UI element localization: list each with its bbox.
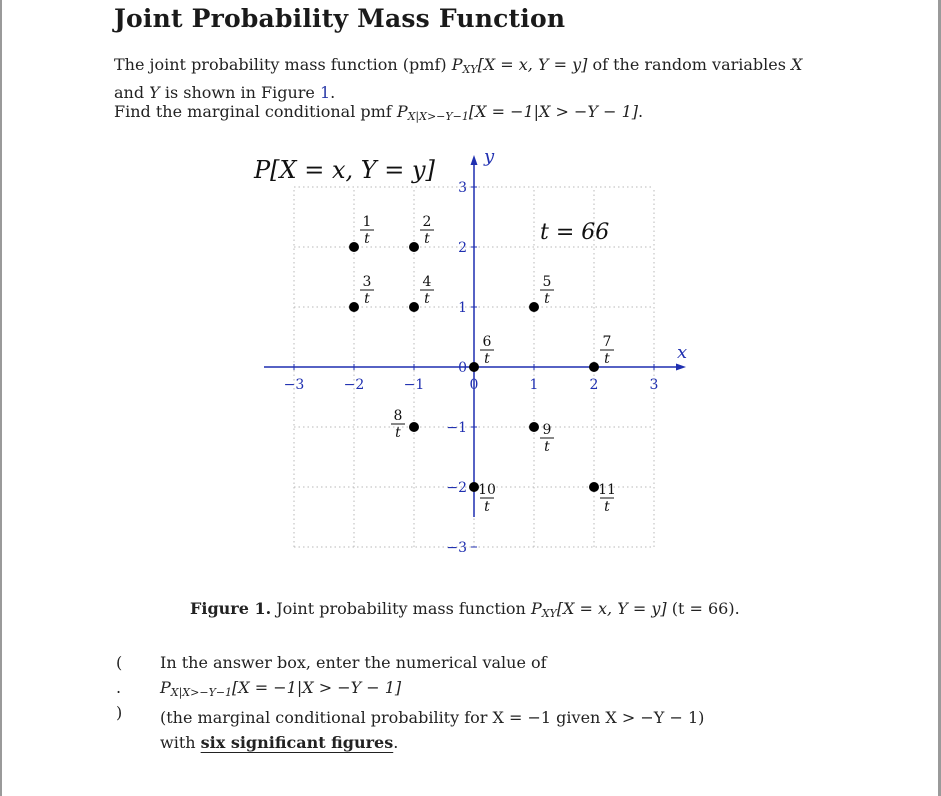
- pmf-point: [529, 422, 539, 432]
- caption-label: Figure 1.: [190, 599, 272, 618]
- pmf-label: [478, 482, 496, 515]
- pmf-label: [480, 334, 494, 367]
- x-tick-label: 1: [529, 377, 539, 393]
- pmf-label-numerator: 8: [393, 408, 403, 424]
- pmf-label-denominator: t: [604, 499, 610, 515]
- x-axis-arrow: [676, 364, 686, 371]
- caption-args: [X = x, Y = y]: [556, 599, 667, 618]
- pmf-label-denominator: t: [424, 231, 430, 247]
- y-axis-arrow: [471, 155, 478, 165]
- x-tick-label: −2: [343, 377, 365, 393]
- pmf-label-numerator: 9: [542, 422, 552, 438]
- intro-text-4: is shown in Figure: [159, 83, 320, 102]
- question-body: [160, 650, 800, 755]
- pmf-label: [360, 274, 374, 307]
- pmf-label-numerator: 10: [478, 482, 496, 498]
- task-args: [X = −1|X > −Y − 1]: [468, 102, 638, 121]
- pmf-point: [589, 362, 599, 372]
- question-with: with: [160, 733, 201, 752]
- x-tick-label: −3: [283, 377, 305, 393]
- caption-text: Joint probability mass function: [271, 599, 531, 618]
- pmf-label-numerator: 3: [362, 274, 372, 290]
- sig-figs-emphasis: six significant figures: [200, 733, 394, 752]
- pmf-point: [349, 242, 359, 252]
- var-x: X: [791, 55, 803, 74]
- x-tick-label: 0: [469, 377, 479, 393]
- pmf-point: [349, 302, 359, 312]
- task-subscript: X|X>−Y−1: [407, 110, 469, 123]
- pmf-label: [540, 274, 554, 307]
- pmf-label: [420, 274, 434, 307]
- pmf-label-denominator: t: [604, 351, 610, 367]
- pmf-label-denominator: t: [484, 499, 490, 515]
- pmf-label-denominator: t: [424, 291, 430, 307]
- pmf-subscript: XY: [462, 63, 478, 76]
- question-marker: ( . ): [116, 653, 123, 722]
- pmf-label: [420, 214, 434, 247]
- pmf-label-numerator: 4: [422, 274, 432, 290]
- pmf-label: [391, 408, 405, 441]
- data-labels: [360, 214, 616, 515]
- pmf-label-numerator: 6: [482, 334, 492, 350]
- y-tick-label: 1: [458, 300, 467, 316]
- y-tick-label: −2: [446, 480, 467, 496]
- pmf-label-denominator: t: [484, 351, 490, 367]
- t-annotation: t = 66: [540, 220, 610, 245]
- page-border-left: [0, 0, 2, 796]
- pmf-label-numerator: 5: [542, 274, 552, 290]
- task-p-symbol: P: [396, 102, 408, 121]
- intro-period: .: [330, 83, 336, 102]
- pmf-figure: [240, 140, 700, 585]
- pmf-label-denominator: t: [544, 291, 550, 307]
- y-tick-label: −1: [446, 420, 467, 436]
- y-axis-label: y: [484, 146, 495, 167]
- x-tick-label: −1: [403, 377, 425, 393]
- pmf-label-denominator: t: [544, 439, 550, 455]
- task-paragraph: [114, 100, 643, 128]
- intro-text: The joint probability mass function (pmf): [114, 55, 452, 74]
- question-sub: X|X>−Y−1: [170, 686, 233, 699]
- question-line-1: In the answer box, enter the numerical value of: [160, 653, 547, 672]
- y-tick-label: −3: [446, 540, 467, 556]
- y-tick-label: 0: [458, 360, 467, 376]
- task-text: Find the marginal conditional pmf: [114, 102, 397, 121]
- pmf-point: [469, 362, 479, 372]
- pmf-label: [600, 334, 614, 367]
- question-line-2: [160, 675, 800, 705]
- x-axis-label: x: [677, 342, 688, 363]
- pmf-label-numerator: 11: [598, 482, 616, 498]
- chart-title: P[X = x, Y = y]: [254, 156, 435, 184]
- question-line-4: [160, 730, 800, 755]
- pmf-point: [409, 422, 419, 432]
- pmf-label-numerator: 7: [602, 334, 612, 350]
- intro-text-2: of the random variables: [587, 55, 792, 74]
- pmf-point: [409, 302, 419, 312]
- pmf-label-denominator: t: [364, 291, 370, 307]
- figure-caption: [190, 599, 740, 620]
- intro-paragraph: [114, 53, 802, 104]
- question-args: [X = −1|X > −Y − 1]: [232, 678, 402, 697]
- pmf-label-numerator: 2: [422, 214, 432, 230]
- pmf-label: [360, 214, 374, 247]
- caption-t: (t = 66).: [666, 599, 740, 618]
- task-period: .: [637, 102, 644, 121]
- pmf-label-denominator: t: [395, 425, 401, 441]
- pmf-label: [598, 482, 616, 515]
- question-line-3: (the marginal conditional probability for X = −1 given X > −Y − 1): [160, 708, 705, 727]
- y-tick-label: 2: [458, 240, 467, 256]
- pmf-label-numerator: 1: [362, 214, 372, 230]
- pmf-point: [409, 242, 419, 252]
- intro-text-3: and: [114, 83, 150, 102]
- y-tick-label: 3: [458, 180, 467, 196]
- question-period: .: [393, 733, 399, 752]
- pmf-args: [X = x, Y = y]: [477, 55, 588, 74]
- pmf-point: [529, 302, 539, 312]
- question-p: P: [160, 678, 171, 697]
- x-tick-label: 3: [649, 377, 659, 393]
- figure-link[interactable]: 1: [319, 83, 331, 102]
- page-title: Joint Probability Mass Function: [114, 4, 566, 33]
- caption-p: P: [530, 599, 542, 618]
- pmf-symbol: P: [451, 55, 463, 74]
- pmf-label-denominator: t: [364, 231, 370, 247]
- x-tick-label: 2: [589, 377, 599, 393]
- caption-sub: XY: [541, 607, 557, 620]
- var-y: Y: [149, 83, 160, 102]
